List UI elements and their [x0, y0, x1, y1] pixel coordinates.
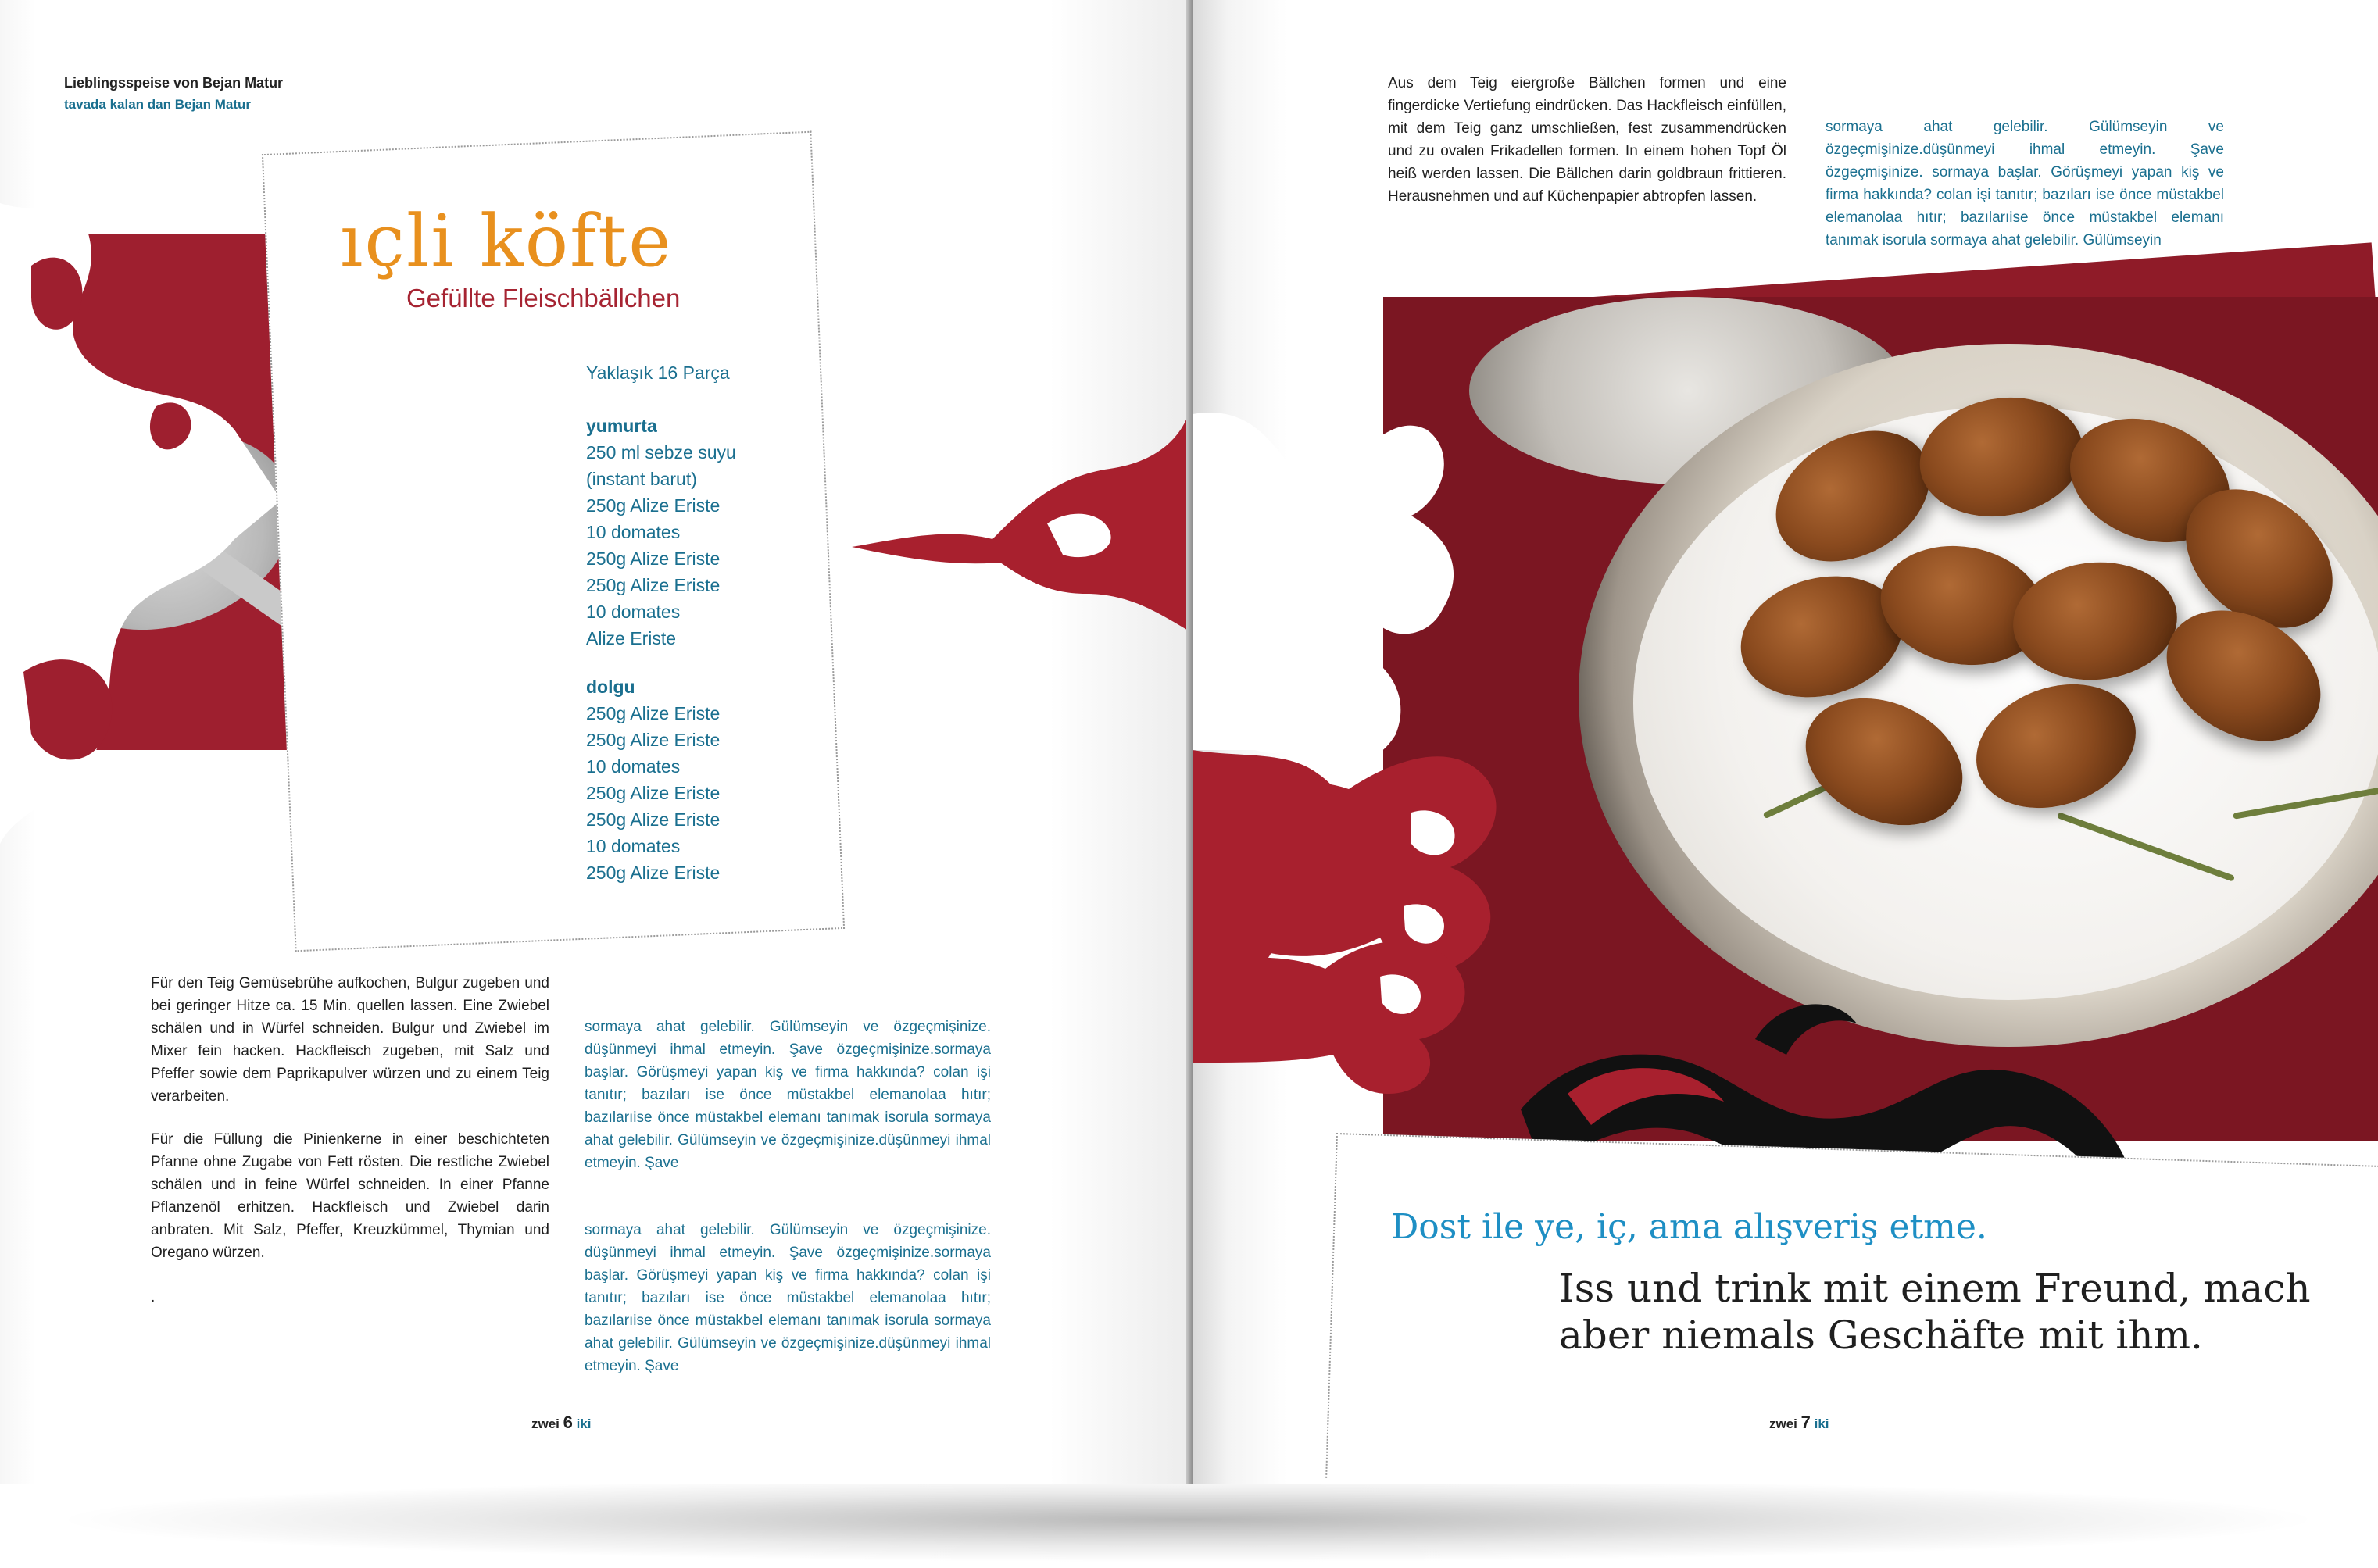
page-number-value: 7 [1800, 1413, 1811, 1432]
filling-heading-tr: dolgu [586, 677, 635, 697]
instructions-dough-de: Für den Teig Gemüsebrühe aufkochen, Bulgur zugeben und bei geringer Hitze ca. 15 Min. quellen lassen. Eine Zwiebel schälen und in Würfel schneiden. Bulgur und Zwiebel im Mixer fein hacken. Hackfleisch zugeben, mit Salz und Pfeffer sowie dem Paprikapulver würzen und zu einem Teig verarbeiten. [151, 975, 549, 1105]
proverb-de-line1: Iss und trink mit einem Freund, mach [1559, 1266, 2311, 1311]
ingredient-tr: 250g Alize Eriste [586, 809, 721, 830]
ingredient-tr: 10 domates [586, 522, 681, 542]
dough-heading-tr: yumurta [586, 416, 657, 436]
page-number-prefix: zwei [531, 1416, 560, 1431]
page-number-prefix: zwei [1769, 1416, 1797, 1431]
instructions-tr-1: sormaya ahat gelebilir. Gülümseyin ve özgeçmişinize. düşünmeyi ihmal etmeyin. Şave özgeçmişinize.sormaya başlar. Görüşmeyi yapan kiş ve firma hakkında? colan işi tanıtır; bazıları ise önce müstakbel elemanolaa hıtır; bazılarıise önce müstakbel elemanı tanımak isorula sormaya ahat gelebilir. Gülümseyin ve özgeçmişinize.düşünmeyi ihmal etmeyin. Şave [585, 1019, 991, 1171]
ingredient-tr: 10 domates [586, 756, 681, 777]
proverb-de-line2: aber niemals Geschäfte mit ihm. [1559, 1313, 2203, 1358]
right-page [1193, 0, 2378, 1484]
left-page [0, 0, 1193, 1484]
instructions-filling-de: Für die Füllung die Pinienkerne in einer beschichteten Pfanne ohne Zugabe von Fett rösten. Die restliche Zwiebel schälen und in feine Würfel schneiden. In einer Pfanne Pflanzenöl erhitzen. Hackfleisch und Zwiebel darin anbraten. Mit Salz, Pfeffer, Kreuzkümmel, Thymian und Oregano würzen. [151, 1131, 549, 1261]
proverb-tr: Dost ile ye, iç, ama alışveriş etme. [1391, 1207, 1987, 1247]
header-title-tr: tavada kalan dan Bejan Matur [64, 97, 252, 112]
ornament-lower [1193, 914, 1489, 1102]
ingredient-tr: 250g Alize Eriste [586, 783, 721, 803]
ingredient-tr: 250g Alize Eriste [586, 703, 721, 723]
ornament-top-left [852, 383, 1193, 641]
serving-tr: Yaklaşık 16 Parça [586, 363, 730, 383]
ingredient-tr: (instant barut) [586, 469, 697, 489]
ingredient-tr: Alize Eriste [586, 628, 677, 648]
page-number-left [531, 1413, 592, 1433]
recipe-title: ıçli köfte [340, 199, 673, 283]
header-title-de: Lieblingsspeise von Bejan Matur [64, 75, 284, 91]
spread-shadow [47, 1477, 2329, 1563]
instructions-shaping-de: Aus dem Teig eiergroße Bällchen formen und eine fingerdicke Vertiefung eindrücken. Das Hackfleisch einfüllen, mit dem Teig ganz umschließen, fest zusammendrücken und zu ovalen Frikadellen formen. In einem hohen Topf Öl heiß werden lassen. Die Bällchen darin goldbraun frittieren. Herausnehmen und auf Küchenpapier abtropfen lassen. [1388, 75, 1786, 205]
page-number-right [1769, 1413, 1829, 1433]
ingredient-tr: 250 ml sebze suyu [586, 442, 736, 463]
ingredient-tr: 250g Alize Eriste [586, 495, 721, 516]
instructions-tr-2: sormaya ahat gelebilir. Gülümseyin ve özgeçmişinize. düşünmeyi ihmal etmeyin. Şave özgeçmişinize.sormaya başlar. Görüşmeyi yapan kiş ve firma hakkında? colan işi tanıtır; bazıları ise önce müstakbel elemanolaa hıtır; bazılarıise önce müstakbel elemanı tanımak isorula sormaya ahat gelebilir. Gülümseyin ve özgeçmişinize.düşünmeyi ihmal etmeyin. Şave [585, 1222, 991, 1374]
ingredient-tr: 250g Alize Eriste [586, 548, 721, 569]
ingredient-tr: 250g Alize Eriste [586, 575, 721, 595]
ingredient-tr: 250g Alize Eriste [586, 730, 721, 750]
ingredient-tr: 10 domates [586, 836, 681, 856]
page-number-suffix: iki [576, 1416, 592, 1431]
instructions-shaping-tr: sormaya ahat gelebilir. Gülümseyin ve özgeçmişinize.düşünmeyi ihmal etmeyin. Şave özgeçmişinize. sormaya başlar. Görüşmeyi yapan kiş ve firma hakkında? colan işi tanıtır; bazıları ise önce müstakbel elemanolaa hıtır; bazılarıise önce müstakbel elemanı tanımak isorula sormaya ahat gelebilir. Gülümseyin [1826, 119, 2224, 248]
page-number-value: 6 [563, 1413, 573, 1432]
recipe-subtitle: Gefüllte Fleischbällchen [406, 284, 681, 313]
stray-dot: . [151, 1289, 156, 1305]
ingredient-tr: 10 domates [586, 602, 681, 622]
ingredient-tr: 250g Alize Eriste [586, 863, 721, 883]
page-number-suffix: iki [1814, 1416, 1829, 1431]
